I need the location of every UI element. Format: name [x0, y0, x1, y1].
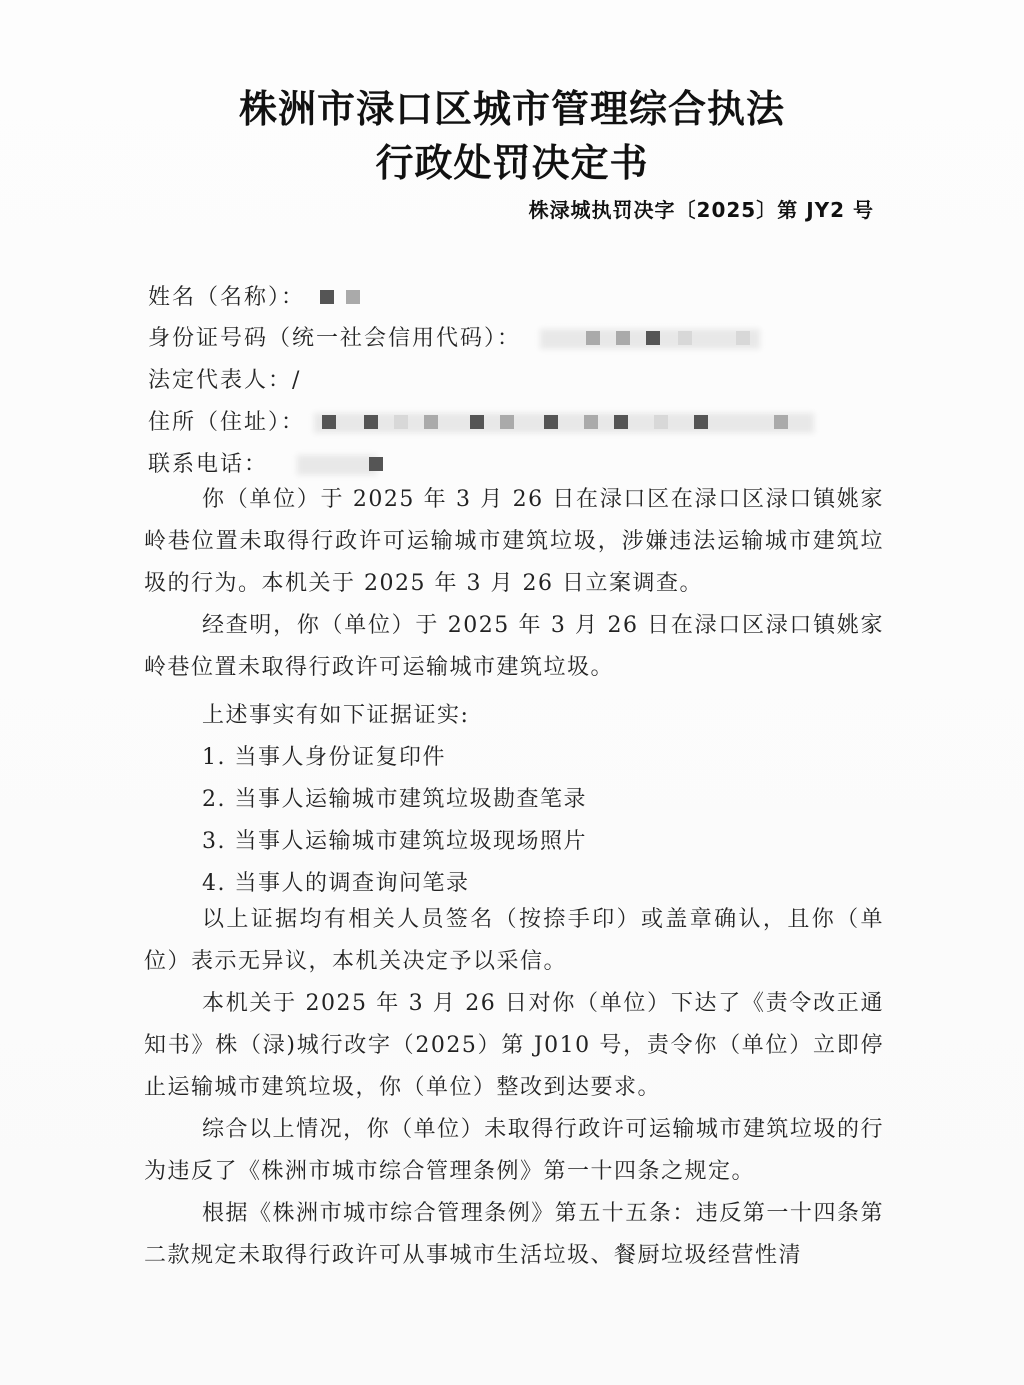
paragraph-case-filing: 你（单位）于 2025 年 3 月 26 日在渌口区在渌口区渌口镇姚家岭巷位置未取得行政许可运输城市建筑垃圾，涉嫌违法运输城市建筑垃圾的行为。本机关于 2025 年 3 月 26 日立案调查。 [144, 487, 884, 596]
document-title-line1: 株洲市渌口区城市管理综合执法 [238, 87, 785, 131]
id-label: 身份证号码（统一社会信用代码）： [148, 326, 522, 351]
id-number-field [148, 321, 770, 352]
address-redacted [314, 415, 824, 431]
evidence-item: 4. 当事人的调查询问笔录 [202, 871, 470, 896]
evidence-item: 2. 当事人运输城市建筑垃圾勘查笔录 [202, 787, 587, 812]
evidence-item: 3. 当事人运输城市建筑垃圾现场照片 [202, 829, 587, 854]
paragraph-legal-basis: 根据《株洲市城市综合管理条例》第五十五条：违反第一十四条第二款规定未取得行政许可从事城市生活垃圾、餐厨垃圾经营性清 [144, 1201, 884, 1268]
paragraph-findings: 经查明，你（单位）于 2025 年 3 月 26 日在渌口区渌口镇姚家岭巷位置未取得行政许可运输城市建筑垃圾。 [144, 613, 884, 680]
address-field [148, 405, 824, 436]
id-number-redacted [530, 331, 770, 347]
document-number: 株渌城执罚决字〔2025〕第 JY2 号 [528, 198, 874, 222]
phone-field [148, 447, 387, 478]
document-title-line2: 行政处罚决定书 [375, 141, 649, 185]
paragraph-rectification-notice: 本机关于 2025 年 3 月 26 日对你（单位）下达了《责令改正通知书》株（渌)城行改字（2025）第 J010 号，责令你（单位）立即停止运输城市建筑垃圾，你（单位）整改到达要求。 [144, 991, 884, 1100]
paragraph-violation: 综合以上情况，你（单位）未取得行政许可运输城市建筑垃圾的行为违反了《株洲市城市综合管理条例》第一十四条之规定。 [144, 1117, 884, 1184]
paragraph-evidence-accepted: 以上证据均有相关人员签名（按捺手印）或盖章确认，且你（单位）表示无异议，本机关决定予以采信。 [144, 907, 884, 974]
address-label: 住所（住址）： [148, 410, 306, 435]
legal-rep-field [148, 363, 301, 394]
evidence-item: 1. 当事人身份证复印件 [202, 745, 446, 770]
legal-rep-label: 法定代表人： [148, 368, 293, 393]
phone-redacted [277, 457, 387, 473]
phone-label: 联系电话： [148, 452, 269, 477]
legal-rep-value: / [292, 368, 302, 393]
evidence-intro: 上述事实有如下证据证实: [202, 703, 470, 728]
name-label: 姓名（名称）： [148, 285, 306, 310]
name-field [148, 280, 374, 311]
name-redacted [314, 290, 374, 306]
